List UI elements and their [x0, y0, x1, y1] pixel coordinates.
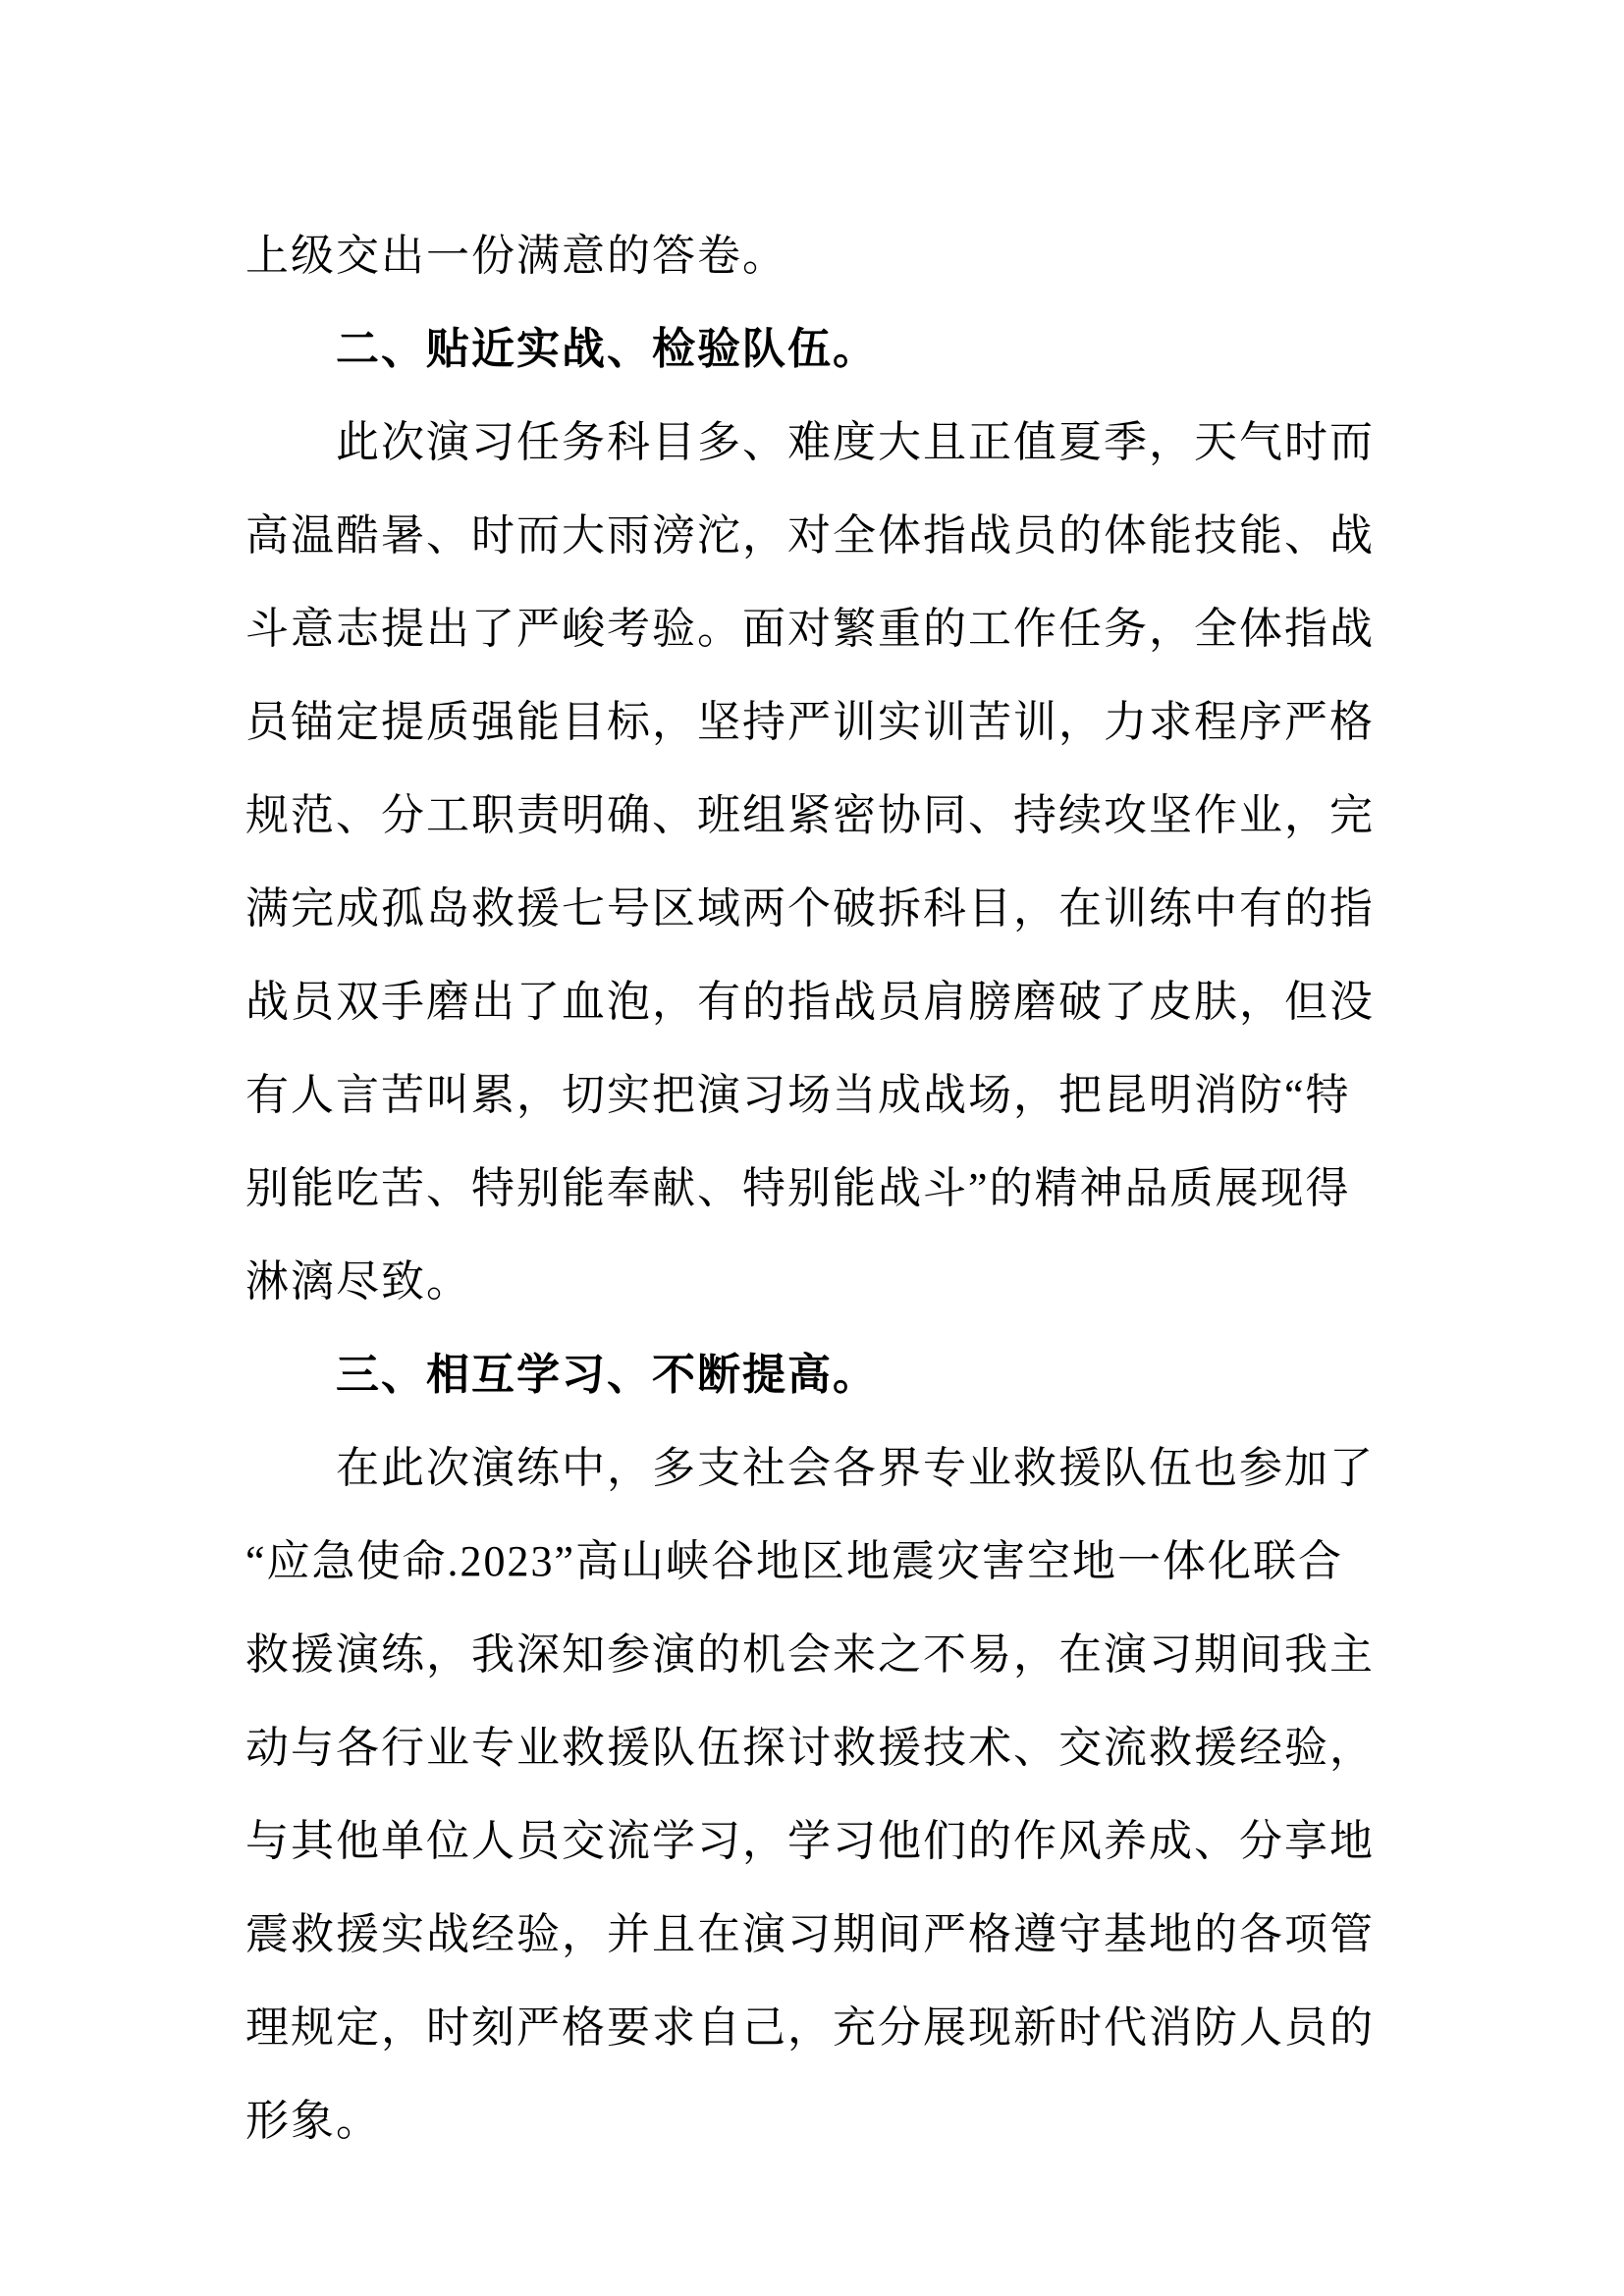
text-line: 斗意志提出了严峻考验。面对繁重的工作任务，全体指战 [245, 605, 1375, 653]
section-heading: 三、相互学习、不断提高。 [336, 1351, 878, 1399]
text-line: 与其他单位人员交流学习，学习他们的作风养成、分享地 [245, 1817, 1375, 1865]
text-line: 满完成孤岛救援七号区域两个破拆科目，在训练中有的指 [245, 884, 1375, 933]
text-line: 战员双手磨出了血泡，有的指战员肩膀磨破了皮肤，但没 [245, 978, 1375, 1026]
text-line: “应急使命.2023”高山峡谷地区地震灾害空地一体化联合 [245, 1537, 1344, 1585]
text-line: 理规定，时刻严格要求自己，充分展现新时代消防人员的 [245, 2003, 1375, 2052]
text-line: 形象。 [245, 2097, 381, 2145]
text-line: 淋漓尽致。 [245, 1257, 471, 1306]
section-heading: 二、贴近实战、检验队伍。 [336, 325, 878, 373]
text-line: 规范、分工职责明确、班组紧密协同、持续攻坚作业，完 [245, 791, 1375, 839]
text-line: 员锚定提质强能目标，坚持严训实训苦训，力求程序严格 [245, 698, 1375, 746]
text-line: 上级交出一份满意的答卷。 [245, 232, 787, 280]
text-line: 在此次演练中，多支社会各界专业救援队伍也参加了 [336, 1444, 1375, 1492]
text-line: 高温酷暑、时而大雨滂沱，对全体指战员的体能技能、战 [245, 511, 1375, 560]
text-line: 震救援实战经验，并且在演习期间严格遵守基地的各项管 [245, 1910, 1375, 1958]
text-line: 救援演练，我深知参演的机会来之不易，在演习期间我主 [245, 1630, 1375, 1679]
document-body [245, 209, 1379, 2167]
text-line: 别能吃苦、特别能奉献、特别能战斗”的精神品质展现得 [245, 1164, 1351, 1212]
text-line: 此次演习任务科目多、难度大且正值夏季，天气时而 [336, 418, 1375, 466]
text-line: 动与各行业专业救援队伍探讨救援技术、交流救援经验， [245, 1724, 1375, 1772]
text-line: 有人言苦叫累，切实把演习场当成战场，把昆明消防“特 [245, 1071, 1351, 1119]
